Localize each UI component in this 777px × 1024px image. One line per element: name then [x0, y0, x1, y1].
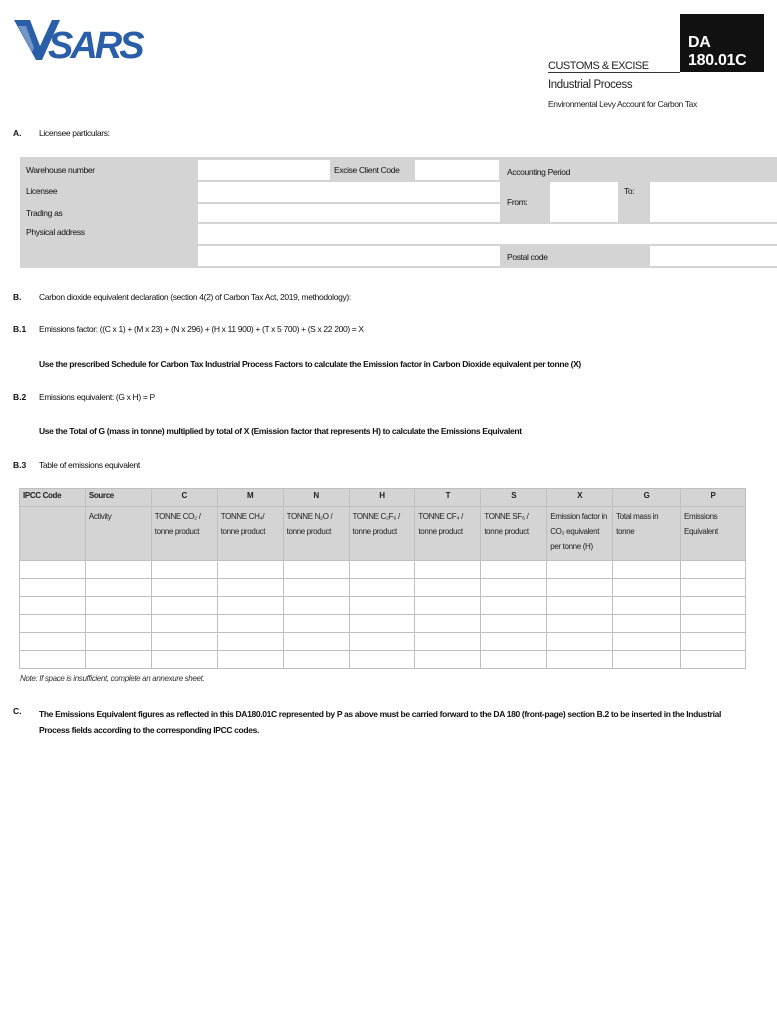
table-cell[interactable] — [283, 615, 349, 633]
header-g: G — [613, 489, 681, 507]
table-cell[interactable] — [613, 651, 681, 669]
table-cell[interactable] — [349, 615, 415, 633]
table-cell[interactable] — [415, 633, 481, 651]
emissions-table-title: Table of emissions equivalent — [39, 460, 140, 470]
section-b1-letter: B.1 — [13, 324, 27, 334]
postal-code-field[interactable] — [650, 246, 777, 266]
subheader-cf4: TONNE CF₄ / tonne product — [415, 507, 481, 561]
table-cell[interactable] — [481, 633, 547, 651]
subheader-sf6: TONNE SF₆ / tonne product — [481, 507, 547, 561]
header-m: M — [217, 489, 283, 507]
subheader-n2o: TONNE N₂O / tonne product — [283, 507, 349, 561]
table-cell[interactable] — [151, 579, 217, 597]
table-cell[interactable] — [349, 561, 415, 579]
form-code-block — [680, 14, 764, 72]
emissions-equivalent-note: Use the Total of G (mass in tonne) multiplied by total of X (Emission factor that represents H) to calculate the Emissions Equivalent — [39, 426, 522, 436]
header-n: N — [283, 489, 349, 507]
table-cell[interactable] — [20, 615, 86, 633]
table-cell[interactable] — [349, 579, 415, 597]
table-cell[interactable] — [681, 633, 746, 651]
subheader-emissions-equivalent: Emissions Equivalent — [681, 507, 746, 561]
table-subheader-row — [20, 507, 746, 561]
table-cell[interactable] — [481, 651, 547, 669]
section-b2-letter: B.2 — [13, 392, 27, 402]
table-cell[interactable] — [547, 615, 613, 633]
table-body — [20, 561, 746, 669]
table-cell[interactable] — [681, 651, 746, 669]
warehouse-number-field[interactable] — [198, 160, 330, 180]
divider — [548, 72, 680, 73]
trading-as-field[interactable] — [198, 204, 500, 222]
department-label: CUSTOMS & EXCISE — [548, 60, 649, 72]
subheader-total-mass: Total mass in tonne — [613, 507, 681, 561]
subheader-emission-factor: Emission factor in CO₂ equivalent per tonne (H) — [547, 507, 613, 561]
trading-as-label: Trading as — [26, 208, 63, 218]
table-cell[interactable] — [613, 579, 681, 597]
table-cell[interactable] — [681, 579, 746, 597]
table-cell[interactable] — [85, 615, 151, 633]
table-cell[interactable] — [151, 651, 217, 669]
header-t: T — [415, 489, 481, 507]
table-row — [20, 633, 746, 651]
header-source: Source — [85, 489, 151, 507]
to-field[interactable] — [650, 182, 777, 222]
subheader-co2: TONNE CO₂ / tonne product — [151, 507, 217, 561]
table-cell[interactable] — [20, 651, 86, 669]
table-cell[interactable] — [283, 579, 349, 597]
table-cell[interactable] — [613, 633, 681, 651]
form-subtitle: Industrial Process — [548, 79, 633, 91]
physical-address-field-1[interactable] — [198, 224, 777, 244]
subheader-ipcc — [20, 507, 86, 561]
section-b-title: Carbon dioxide equivalent declaration (section 4(2) of Carbon Tax Act, 2019, methodology): — [39, 292, 351, 302]
header-x: X — [547, 489, 613, 507]
table-cell[interactable] — [151, 615, 217, 633]
header-p: P — [681, 489, 746, 507]
table-cell[interactable] — [85, 579, 151, 597]
table-cell[interactable] — [85, 633, 151, 651]
header-h: H — [349, 489, 415, 507]
table-cell[interactable] — [283, 633, 349, 651]
section-c-letter: C. — [13, 706, 22, 716]
excise-client-code-label: Excise Client Code — [334, 165, 400, 175]
table-row — [20, 597, 746, 615]
to-label: To: — [624, 186, 635, 196]
section-b3-letter: B.3 — [13, 460, 27, 470]
table-cell[interactable] — [481, 579, 547, 597]
table-cell[interactable] — [415, 579, 481, 597]
table-cell[interactable] — [481, 561, 547, 579]
header-s: S — [481, 489, 547, 507]
table-row — [20, 579, 746, 597]
section-a-letter: A. — [13, 128, 22, 138]
table-cell[interactable] — [217, 579, 283, 597]
physical-address-field-2[interactable] — [198, 246, 500, 266]
emissions-equivalent-table — [19, 488, 746, 669]
header-c: C — [151, 489, 217, 507]
subheader-ch4: TONNE CH₄/ tonne product — [217, 507, 283, 561]
from-label: From: — [507, 197, 528, 207]
emissions-equivalent-formula: Emissions equivalent: (G x H) = P — [39, 392, 155, 402]
postal-code-label: Postal code — [507, 252, 548, 262]
form-code: DA 180.01C — [688, 34, 747, 69]
table-cell[interactable] — [547, 561, 613, 579]
table-cell[interactable] — [85, 561, 151, 579]
table-cell[interactable] — [349, 633, 415, 651]
table-cell[interactable] — [415, 597, 481, 615]
table-cell[interactable] — [283, 597, 349, 615]
header-ipcc-code: IPCC Code — [20, 489, 86, 507]
accounting-period-label: Accounting Period — [507, 167, 571, 177]
table-cell[interactable] — [547, 633, 613, 651]
table-cell[interactable] — [151, 561, 217, 579]
table-cell[interactable] — [20, 579, 86, 597]
warehouse-number-label: Warehouse number — [26, 165, 95, 175]
licensee-particulars-grid — [20, 157, 777, 268]
annexure-note: Note: If space is insufficient, complete an annexure sheet. — [20, 674, 205, 683]
table-cell[interactable] — [547, 597, 613, 615]
table-cell[interactable] — [20, 633, 86, 651]
table-cell[interactable] — [283, 561, 349, 579]
table-cell[interactable] — [217, 633, 283, 651]
subheader-activity: Activity — [85, 507, 151, 561]
licensee-field[interactable] — [198, 182, 500, 202]
account-title: Environmental Levy Account for Carbon Tax — [548, 99, 697, 109]
logo-wordmark: SARS — [48, 25, 142, 67]
table-cell[interactable] — [681, 615, 746, 633]
section-b-letter: B. — [13, 292, 22, 302]
section-c-text: The Emissions Equivalent figures as reflected in this DA180.01C represented by P as above must be carried forward to the DA 180 (front-page) section B.2 to be inserted in the Industrial Process fields according to the corresponding IPCC codes. — [39, 709, 722, 736]
table-cell[interactable] — [151, 633, 217, 651]
table-cell[interactable] — [415, 651, 481, 669]
table-row — [20, 615, 746, 633]
table-cell[interactable] — [20, 561, 86, 579]
emissions-factor-formula: Emissions factor: ((C x 1) + (M x 23) + (N x 296) + (H x 11 900) + (T x 5 700) + (S x 22 200) = X — [39, 324, 364, 334]
section-a-title: Licensee particulars: — [39, 128, 110, 138]
table-cell[interactable] — [85, 651, 151, 669]
table-cell[interactable] — [20, 597, 86, 615]
table-cell[interactable] — [681, 597, 746, 615]
table-cell[interactable] — [217, 561, 283, 579]
table-cell[interactable] — [613, 615, 681, 633]
excise-client-code-field[interactable] — [415, 160, 499, 180]
sars-logo — [12, 14, 142, 67]
table-cell[interactable] — [217, 651, 283, 669]
table-cell[interactable] — [349, 651, 415, 669]
table-cell[interactable] — [547, 651, 613, 669]
table-cell[interactable] — [217, 597, 283, 615]
table-cell[interactable] — [415, 561, 481, 579]
table-cell[interactable] — [613, 561, 681, 579]
table-cell[interactable] — [481, 615, 547, 633]
table-header-row — [20, 489, 746, 507]
table-row — [20, 651, 746, 669]
from-field[interactable] — [550, 182, 618, 222]
table-cell[interactable] — [681, 561, 746, 579]
licensee-label: Licensee — [26, 186, 58, 196]
table-cell[interactable] — [217, 615, 283, 633]
table-row — [20, 561, 746, 579]
physical-address-label: Physical address — [26, 227, 85, 237]
table-cell[interactable] — [151, 597, 217, 615]
subheader-c2f6: TONNE C₂F₆ / tonne product — [349, 507, 415, 561]
table-cell[interactable] — [283, 651, 349, 669]
emissions-factor-note: Use the prescribed Schedule for Carbon Tax Industrial Process Factors to calculate the Emission factor in Carbon Dioxide equivalent per tonne (X) — [39, 359, 581, 369]
table-cell[interactable] — [481, 597, 547, 615]
table-cell[interactable] — [415, 615, 481, 633]
table-cell[interactable] — [85, 597, 151, 615]
table-cell[interactable] — [547, 579, 613, 597]
table-cell[interactable] — [613, 597, 681, 615]
table-cell[interactable] — [349, 597, 415, 615]
